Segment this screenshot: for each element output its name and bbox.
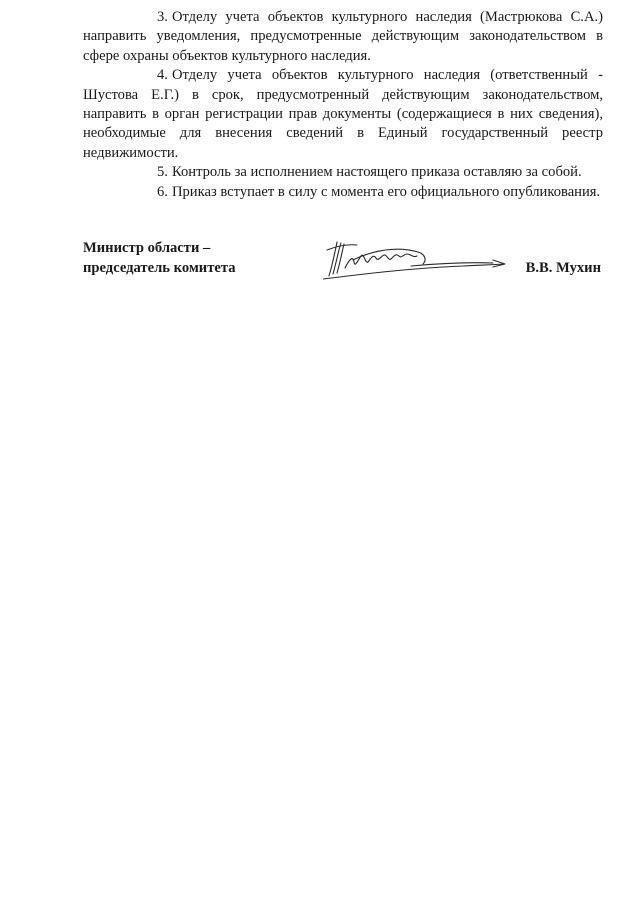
paragraph-text: Приказ вступает в силу с момента его официального опубликования. [171,183,601,200]
paragraph-number: 5. [157,164,168,181]
paragraph-text: Отделу учета объектов культурного наследия (Мастрюкова С.А.) направить уведомления, предусмотренные действующим законодательством в сфере охраны объектов культурного наследия. [83,9,603,64]
signatory-title-line2: председатель комитета [83,260,236,276]
document-body [83,8,603,202]
signature-block [83,238,603,288]
signatory-name: В.В. Мухин [525,260,601,276]
paragraph-3 [83,8,603,66]
paragraph-number: 3. [157,9,168,25]
paragraph-6 [83,183,603,202]
paragraph-text: Контроль за исполнением настоящего приказа оставляю за собой. [171,164,582,181]
paragraph-text: Отделу учета объектов культурного наследия (ответственный - Шустова Е.Г.) в срок, предусмотренный действующим законодательством, направить в орган регистрации прав документы (содержащиеся в них сведения), необходимые для внесения сведений в Единый государственный реестр недвижимости. [83,67,603,161]
paragraph-5 [83,163,603,182]
signatory-title-line1: Министр области – [83,240,211,256]
paragraph-4 [83,66,603,163]
paragraph-number: 6. [157,183,168,200]
paragraph-number: 4. [157,67,168,84]
signatory-title [83,238,236,278]
handwritten-signature [323,238,508,282]
